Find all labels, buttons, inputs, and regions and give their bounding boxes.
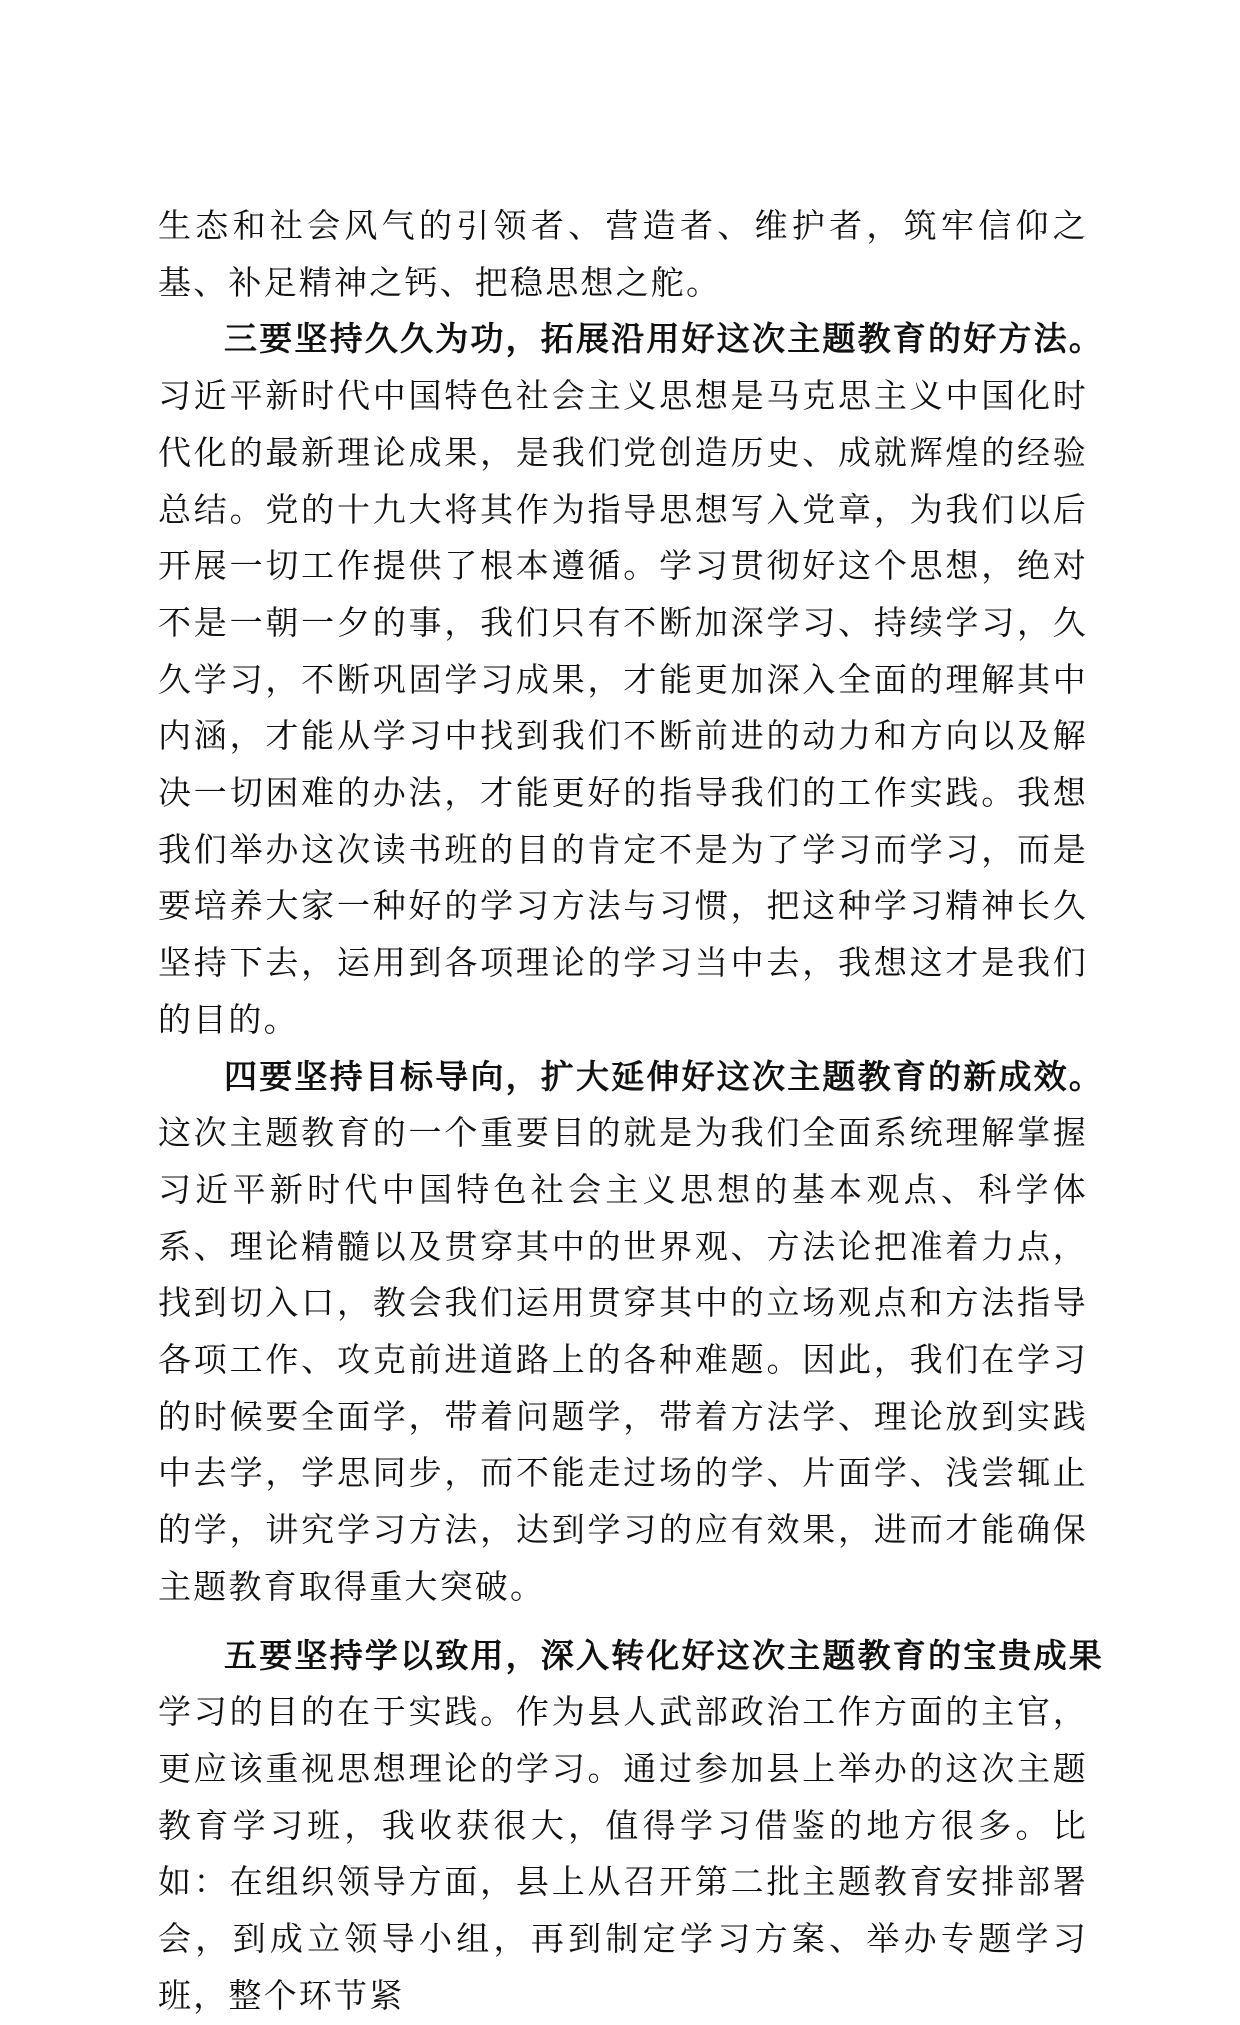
paragraph-continuation — [158, 198, 1088, 311]
section-heading-text: 四要坚持目标导向，扩大延伸好这次主题教育的新成效。 — [224, 1056, 1104, 1096]
paragraph-text: 学习的目的在于实践。作为县人武部政治工作方面的主官，更应该重视思想理论的学习。通过参加县上举办的这次主题教育学习班，我收获很大，值得学习借鉴的地方很多。比如：在组织领导方面，县上从召开第二批主题教育安排部署会，到成立领导小组，再到制定学习方案、举办专题学习班，整个环节紧 — [158, 1692, 1088, 2015]
paragraph-section-four — [158, 1105, 1088, 1615]
paragraph-section-three — [158, 368, 1088, 1048]
section-heading-text: 三要坚持久久为功，拓展沿用好这次主题教育的好方法。 — [224, 319, 1104, 359]
paragraph-section-five — [158, 1684, 1088, 2024]
section-heading-five — [158, 1628, 1104, 1685]
section-heading-three — [158, 311, 1104, 368]
document-body — [158, 198, 1104, 2025]
section-heading-four — [158, 1049, 1104, 1106]
paragraph-text: 生态和社会风气的引领者、营造者、维护者，筑牢信仰之基、补足精神之钙、把稳思想之舵。 — [158, 206, 1088, 302]
section-heading-text: 五要坚持学以致用，深入转化好这次主题教育的宝贵成果 — [224, 1635, 1104, 1675]
paragraph-text: 这次主题教育的一个重要目的就是为我们全面系统理解掌握习近平新时代中国特色社会主义思想的基本观点、科学体系、理论精髓以及贯穿其中的世界观、方法论把准着力点，找到切入口，教会我们运用贯穿其中的立场观点和方法指导各项工作、攻克前进道路上的各种难题。因此，我们在学习的时候要全面学，带着问题学，带着方法学、理论放到实践中去学，学思同步，而不能走过场的学、片面学、浅尝辄止的学，讲究学习方法，达到学习的应有效果，进而才能确保主题教育取得重大突破。 — [158, 1113, 1088, 1606]
paragraph-text: 习近平新时代中国特色社会主义思想是马克思主义中国化时代化的最新理论成果，是我们党创造历史、成就辉煌的经验总结。党的十九大将其作为指导思想写入党章，为我们以后开展一切工作提供了根本遵循。学习贯彻好这个思想，绝对不是一朝一夕的事，我们只有不断加深学习、持续学习，久久学习，不断巩固学习成果，才能更加深入全面的理解其中内涵，才能从学习中找到我们不断前进的动力和方向以及解决一切困难的办法，才能更好的指导我们的工作实践。我想我们举办这次读书班的目的肯定不是为了学习而学习，而是要培养大家一种好的学习方法与习惯，把这种学习精神长久坚持下去，运用到各项理论的学习当中去，我想这才是我们的目的。 — [158, 376, 1088, 1039]
